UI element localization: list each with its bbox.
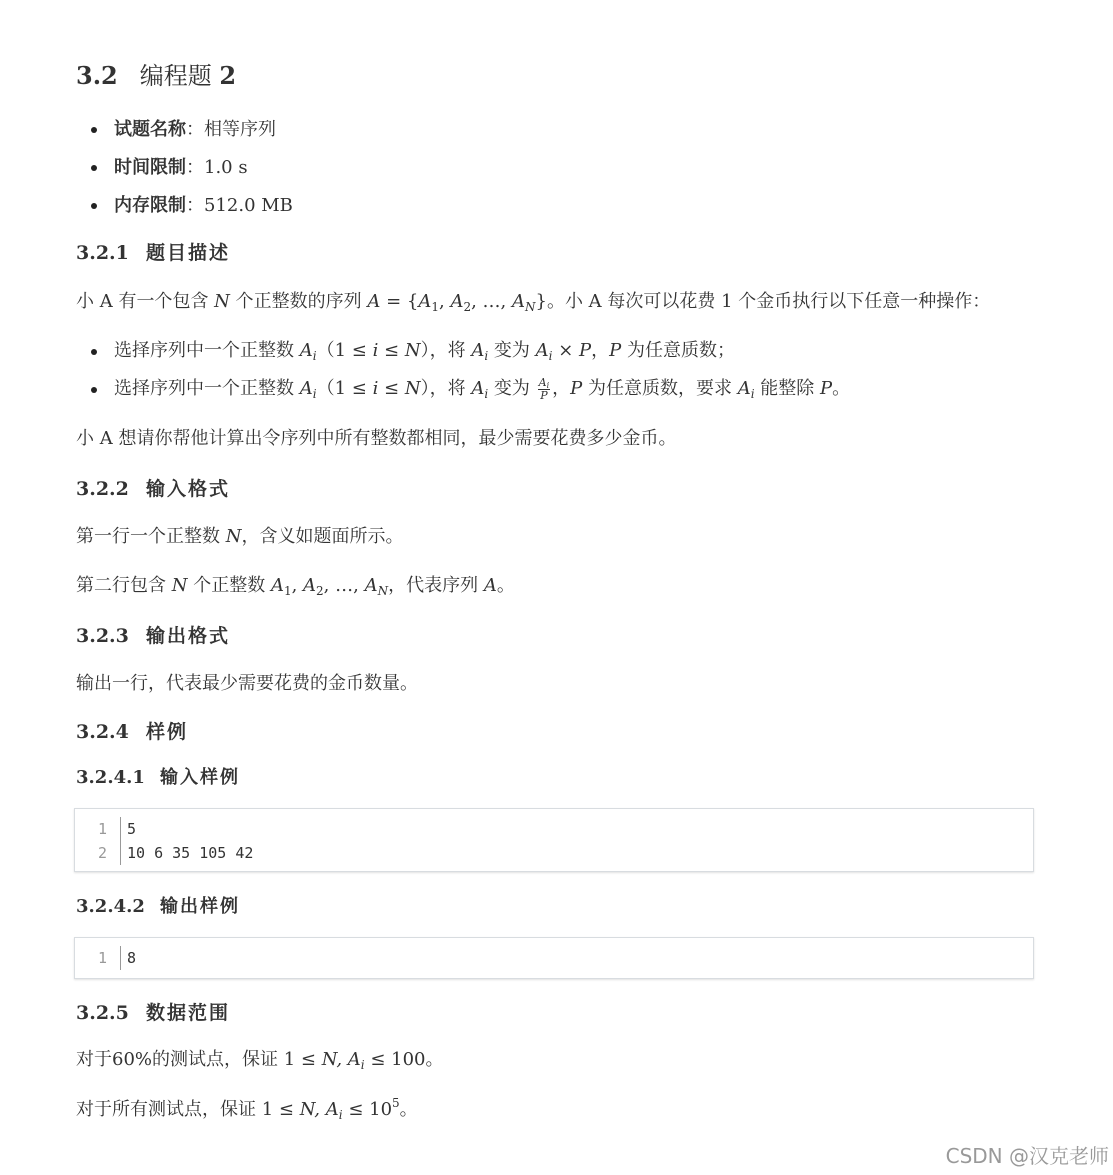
heading-sample: 3.2.4 样例 xyxy=(76,721,189,743)
heading-data-range: 3.2.5 数据范围 xyxy=(76,1002,231,1024)
bullet-icon xyxy=(91,127,97,133)
heading-description: 3.2.1 题目描述 xyxy=(76,242,231,264)
meta-item-time: 时间限制：1.0 s xyxy=(76,149,293,187)
code-line: 1 8 xyxy=(75,946,1033,970)
sample-input-code-block[interactable] xyxy=(74,808,1034,872)
bullet-icon xyxy=(91,349,97,355)
description-paragraph-2: 小 A 想请你帮他计算出令序列中所有整数都相同，最少需要花费多少金币。 xyxy=(76,428,677,449)
sample-output-code-block[interactable] xyxy=(74,937,1034,979)
heading-output-format: 3.2.3 输出格式 xyxy=(76,625,231,647)
input-paragraph-2: 第二行包含 N 个正整数 $A_1$, $A_2$, …, $A_N$，代表序列 A。 xyxy=(76,575,515,598)
operations-list xyxy=(76,336,850,412)
bullet-icon xyxy=(91,387,97,393)
section-title-num: 2 xyxy=(219,61,237,90)
problem-meta-list xyxy=(76,111,293,225)
operation-divide: 选择序列中一个正整数 $A_i(1 \le i \le N)$，将 $A_i$ 变为 $\frac{A_i}{P}$ ，P 为任意质数，要求 $A_i$ 能整除 P。 xyxy=(76,374,850,412)
code-line: 2 10 6 35 105 42 xyxy=(75,841,1033,865)
description-paragraph-1: 小 A 有一个包含 N 个正整数的序列 $A = \{A_1$, $A_2$, …, $A_N$}。小 A 每次可以花费 1 个金币执行以下任意一种操作： xyxy=(76,291,991,314)
code-line: 1 5 xyxy=(75,817,1033,841)
operation-multiply: 选择序列中一个正整数 $A_i(1 \le i \le N)$，将 $A_i$ 变为 $A_i \times P$，P 为任意质数； xyxy=(76,336,850,374)
heading-sample-output: 3.2.4.2 输出样例 xyxy=(76,896,240,917)
csdn-watermark: CSDN @汉克老师 xyxy=(945,1144,1109,1168)
heading-input-format: 3.2.2 输入格式 xyxy=(76,478,231,500)
bullet-icon xyxy=(91,203,97,209)
heading-sample-input: 3.2.4.1 输入样例 xyxy=(76,767,240,788)
bullet-icon xyxy=(91,165,97,171)
section-title xyxy=(76,58,236,94)
input-paragraph-1: 第一行一个正整数 N，含义如题面所示。 xyxy=(76,526,404,547)
output-paragraph: 输出一行，代表最少需要花费的金币数量。 xyxy=(76,673,418,694)
fraction-ai-over-p: $\frac{A_i}{P}$ xyxy=(538,375,550,402)
section-number: 3.2 xyxy=(76,61,118,90)
section-title-prefix: 编程题 xyxy=(139,62,212,90)
meta-item-name: 试题名称：相等序列 xyxy=(76,111,293,149)
range-paragraph-1: 对于60%的测试点，保证 1 ≤ N, $A_i \le 100$。 xyxy=(76,1049,444,1072)
meta-item-memory: 内存限制：512.0 MB xyxy=(76,187,293,225)
range-paragraph-2: 对于所有测试点，保证 1 ≤ N, $A_i \le 10^5$。 xyxy=(76,1096,418,1122)
